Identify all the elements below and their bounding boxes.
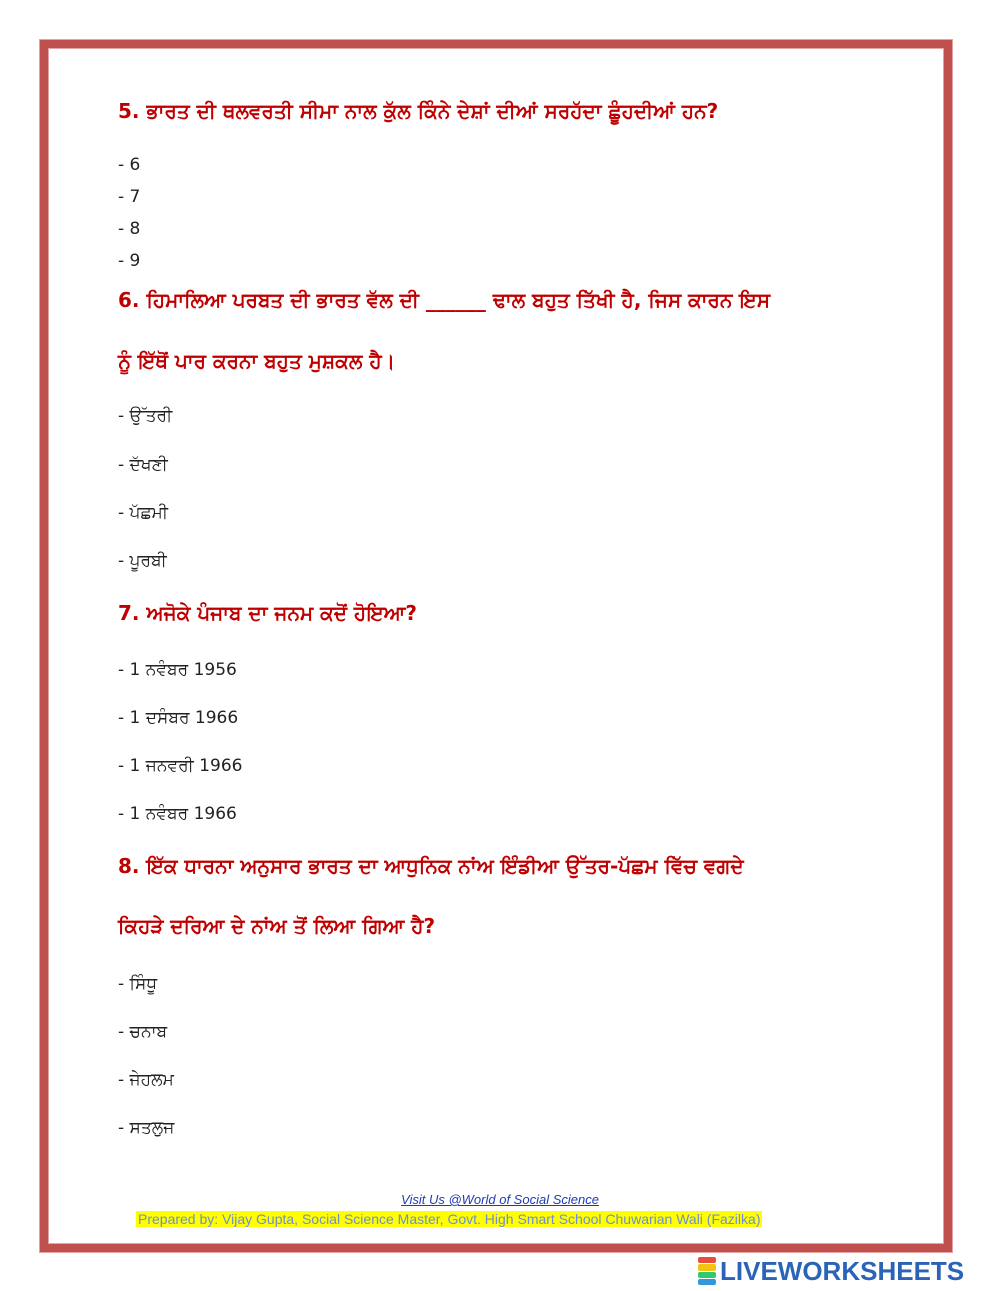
q6-option-2[interactable]: - ਦੱਖਣੀ xyxy=(118,455,168,475)
logo-block-l xyxy=(698,1257,716,1263)
q7-option-1[interactable]: - 1 ਨਵੰਬਰ 1956 xyxy=(118,660,237,680)
q5-option-2[interactable]: - 7 xyxy=(118,187,141,207)
q7-option-3[interactable]: - 1 ਜਨਵਰੀ 1966 xyxy=(118,756,243,776)
q5-option-3[interactable]: - 8 xyxy=(118,219,141,239)
question-6-text-line2: ਨੂੰ ਇੱਥੋਂ ਪਾਰ ਕਰਨਾ ਬਹੁਤ ਮੁਸ਼ਕਲ ਹੈ। xyxy=(118,349,396,373)
q8-option-3[interactable]: - ਜੇਹਲਮ xyxy=(118,1070,174,1090)
question-8-text: 8. ਇੱਕ ਧਾਰਨਾ ਅਨੁਸਾਰ ਭਾਰਤ ਦਾ ਆਧੁਨਿਕ ਨਾਂਅ ਇੰਡੀਆ ਉੱਤਰ-ਪੱਛਮ ਵਿੱਚ ਵਗਦੇ xyxy=(118,854,744,878)
visit-us-link[interactable]: Visit Us @World of Social Science xyxy=(401,1192,599,1207)
q7-option-4[interactable]: - 1 ਨਵੰਬਰ 1966 xyxy=(118,804,237,824)
q5-option-4[interactable]: - 9 xyxy=(118,251,141,271)
liveworksheets-brand[interactable] xyxy=(698,1256,964,1286)
q8-option-2[interactable]: - ਚਨਾਬ xyxy=(118,1022,168,1042)
liveworksheets-logo-icon xyxy=(698,1257,716,1285)
page-border xyxy=(40,40,952,1252)
prepared-by-credit: Prepared by: Vijay Gupta, Social Science Master, Govt. High Smart School Chuwarian Wali (Fazilka) xyxy=(138,1211,761,1227)
q8-option-4[interactable]: - ਸਤਲੁਜ xyxy=(118,1118,175,1138)
question-8-text-line2: ਕਿਹੜੇ ਦਰਿਆ ਦੇ ਨਾਂਅ ਤੋਂ ਲਿਆ ਗਿਆ ਹੈ? xyxy=(118,914,436,938)
q6-option-1[interactable]: - ਉੱਤਰੀ xyxy=(118,406,173,426)
logo-block-e xyxy=(698,1279,716,1285)
logo-block-i xyxy=(698,1264,716,1270)
liveworksheets-wordmark: LIVEWORKSHEETS xyxy=(720,1255,965,1286)
question-5-text: 5. ਭਾਰਤ ਦੀ ਥਲਵਰਤੀ ਸੀਮਾ ਨਾਲ ਕੁੱਲ ਕਿੰਨੇ ਦੇਸ਼ਾਂ ਦੀਆਂ ਸਰਹੱਦਾ ਛੂੰਹਦੀਆਂ ਹਨ? xyxy=(118,99,719,123)
q8-option-1[interactable]: - ਸਿੰਧੂ xyxy=(118,974,158,994)
question-6-text: 6. ਹਿਮਾਲਿਆ ਪਰਬਤ ਦੀ ਭਾਰਤ ਵੱਲ ਦੀ ______ ਢਾਲ ਬਹੁਤ ਤਿੱਖੀ ਹੈ, ਜਿਸ ਕਾਰਨ ਇਸ xyxy=(118,288,771,312)
logo-block-v xyxy=(698,1272,716,1278)
question-7-text: 7. ਅਜੋਕੇ ਪੰਜਾਬ ਦਾ ਜਨਮ ਕਦੋਂ ਹੋਇਆ? xyxy=(118,601,417,625)
q7-option-2[interactable]: - 1 ਦਸੰਬਰ 1966 xyxy=(118,708,239,728)
q6-option-3[interactable]: - ਪੱਛਮੀ xyxy=(118,503,168,523)
q6-option-4[interactable]: - ਪੂਰਬੀ xyxy=(118,551,167,571)
q5-option-1[interactable]: - 6 xyxy=(118,155,141,175)
